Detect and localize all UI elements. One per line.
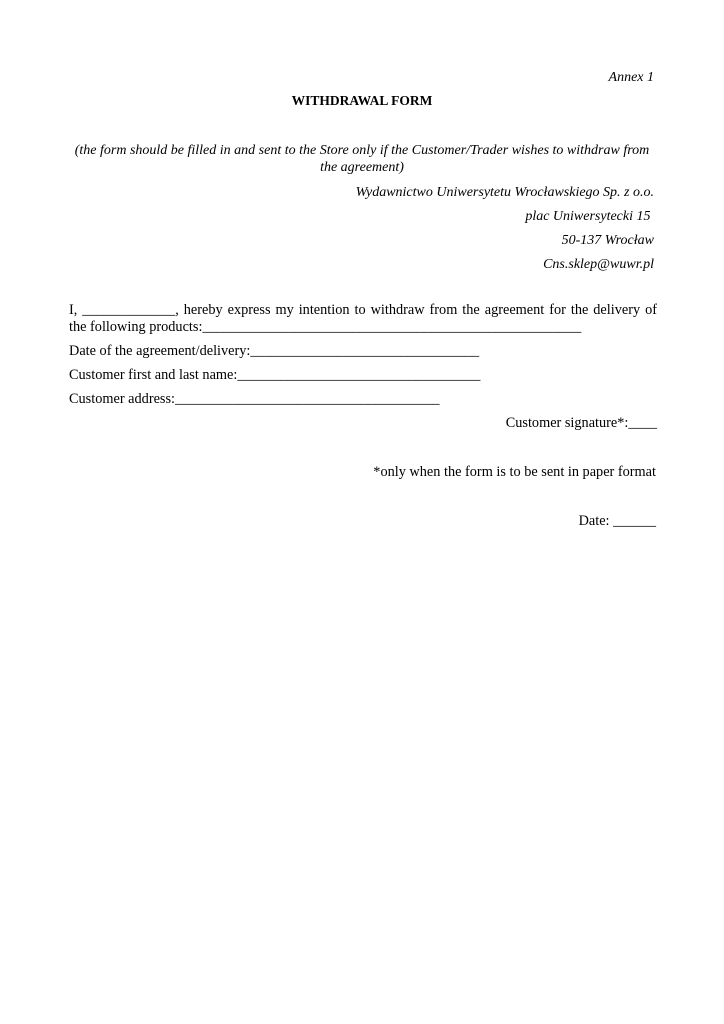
customer-signature-line: Customer signature*:____ [505, 415, 657, 431]
form-body [69, 302, 657, 432]
date-line: Date: ______ [578, 513, 656, 529]
city-address: 50-137 Wrocław [561, 233, 654, 248]
store-email: Cns.sklep@wuwr.pl [543, 257, 654, 272]
street-address: plac Uniwersytecki 15 [525, 209, 654, 224]
customer-name-line: Customer first and last name:__________________________________ [69, 367, 481, 383]
intro-note: (the form should be filled in and sent to the Store only if the Customer/Trader wishes to withdraw from the agreement) [74, 143, 650, 175]
customer-address-line: Customer address:_____________________________________ [69, 391, 440, 407]
company-name: Wydawnictwo Uniwersytetu Wrocławskiego Sp. z o.o. [355, 185, 654, 200]
signature-footnote: *only when the form is to be sent in paper format [373, 464, 656, 480]
annex-label: Annex 1 [608, 70, 654, 85]
page-title: WITHDRAWAL FORM [291, 93, 433, 108]
withdrawal-statement: I, _____________, hereby express my intention to withdraw from the agreement for the delivery of the following products:_____________________________________________________ [69, 302, 657, 335]
store-address [356, 181, 654, 277]
agreement-date-line: Date of the agreement/delivery:________________________________ [69, 343, 480, 359]
